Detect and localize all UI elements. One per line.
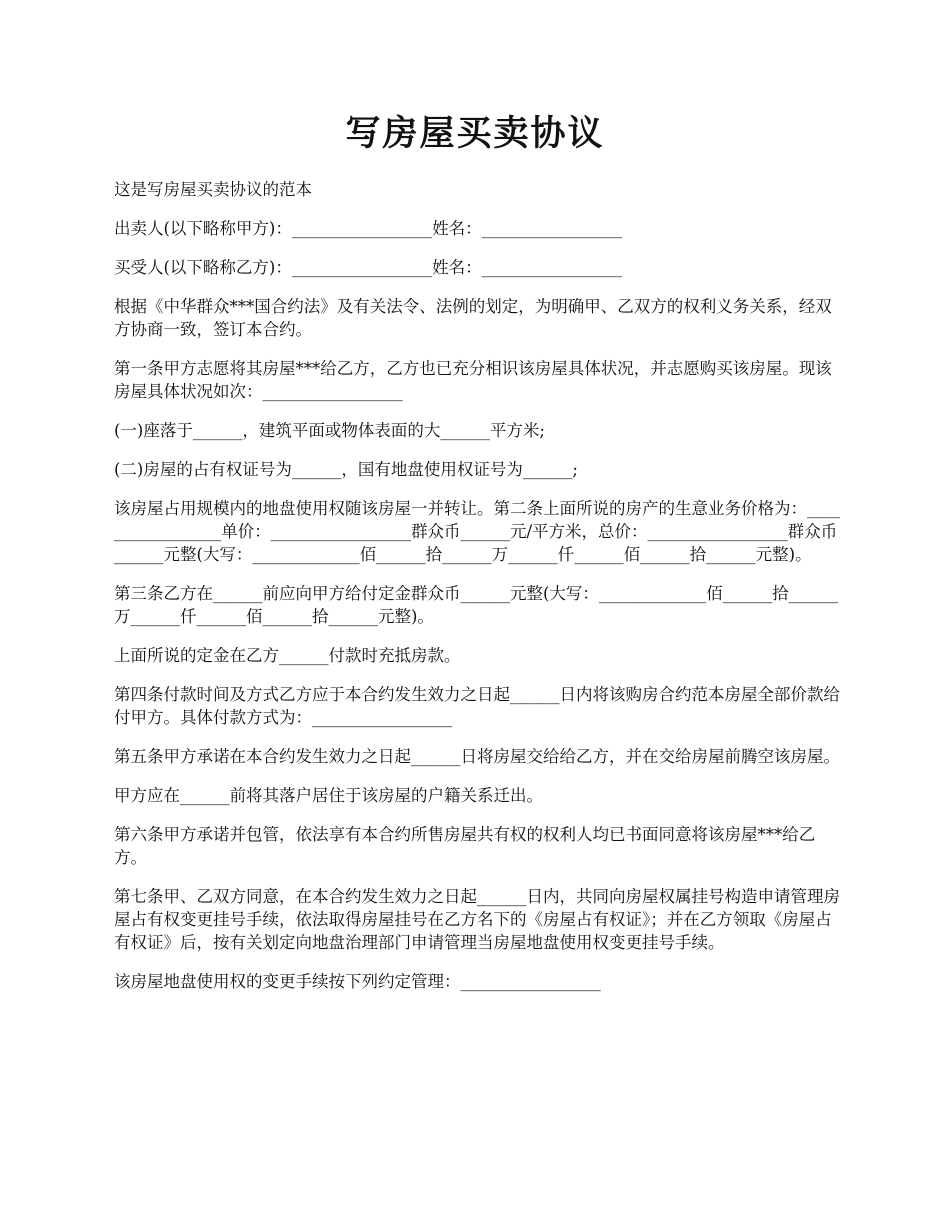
item-1-paragraph: (一)座落于______，建筑平面或物体表面的大______平方米; <box>114 421 545 440</box>
article-5-paragraph: 第五条甲方承诺在本合约发生效力之日起______日将房屋交给给乙方，并在交给房屋前腾空该房屋。 <box>114 747 840 766</box>
article-7-paragraph: 第七条甲、乙双方同意，在本合约发生效力之日起______日内，共同向房屋权属挂号构造申请管理房屋占有权变更挂号手续，依法取得房屋挂号在乙方名下的《房屋占有权证》；并在乙方领取《房屋占有权证》后，按有关划定向地盘治理部门申请管理当房屋地盘使用权变更挂号手续。 <box>114 887 840 952</box>
household-paragraph: 甲方应在______前将其落户居住于该房屋的户籍关系迁出。 <box>114 786 543 805</box>
seller-line: 出卖人(以下略称甲方)：_________________姓名：_________________ <box>114 219 622 238</box>
land-use-paragraph: 该房屋地盘使用权的变更手续按下列约定管理：_________________ <box>114 972 601 991</box>
item-2-paragraph: (二)房屋的占有权证号为______，国有地盘使用权证号为______; <box>114 460 578 479</box>
article-3-paragraph: 第三条乙方在______前应向甲方给付定金群众币______元整(大写：_____________佰______拾______万______仟______佰______拾______元整)。 <box>114 584 839 626</box>
deposit-paragraph: 上面所说的定金在乙方______付款时充抵房款。 <box>114 646 461 665</box>
document-title: 写房屋买卖协议 <box>345 114 605 154</box>
article-4-paragraph: 第四条付款时间及方式乙方应于本合约发生效力之日起______日内将该购房合约范本房屋全部价款给付甲方。具体付款方式为：_________________ <box>114 685 840 727</box>
buyer-line: 买受人(以下略称乙方)：_________________姓名：_________________ <box>114 258 622 277</box>
intro-paragraph: 这是写房屋买卖协议的范本 <box>114 180 312 199</box>
preamble-paragraph: 根据《中华群众***国合约法》及有关法令、法例的划定，为明确甲、乙双方的权利义务关系，经双方协商一致，签订本合约。 <box>114 297 832 339</box>
article-1-paragraph: 第一条甲方志愿将其房屋***给乙方，乙方也已充分相识该房屋具体状况，并志愿购买该房屋。现该房屋具体状况如次：_________________ <box>114 359 832 401</box>
document-body <box>114 178 842 1009</box>
article-2-paragraph: 该房屋占用规模内的地盘使用权随该房屋一并转让。第二条上面所说的房产的生意业务价格为：_________________单价：_________________群众币______元/平方米，总价：_________________群众币______元整(大写：_____________佰______拾______万______仟______佰______拾______元整)。 <box>114 499 840 564</box>
article-6-paragraph: 第六条甲方承诺并包管，依法享有本合约所售房屋共有权的权利人均已书面同意将该房屋***给乙方。 <box>114 825 816 867</box>
